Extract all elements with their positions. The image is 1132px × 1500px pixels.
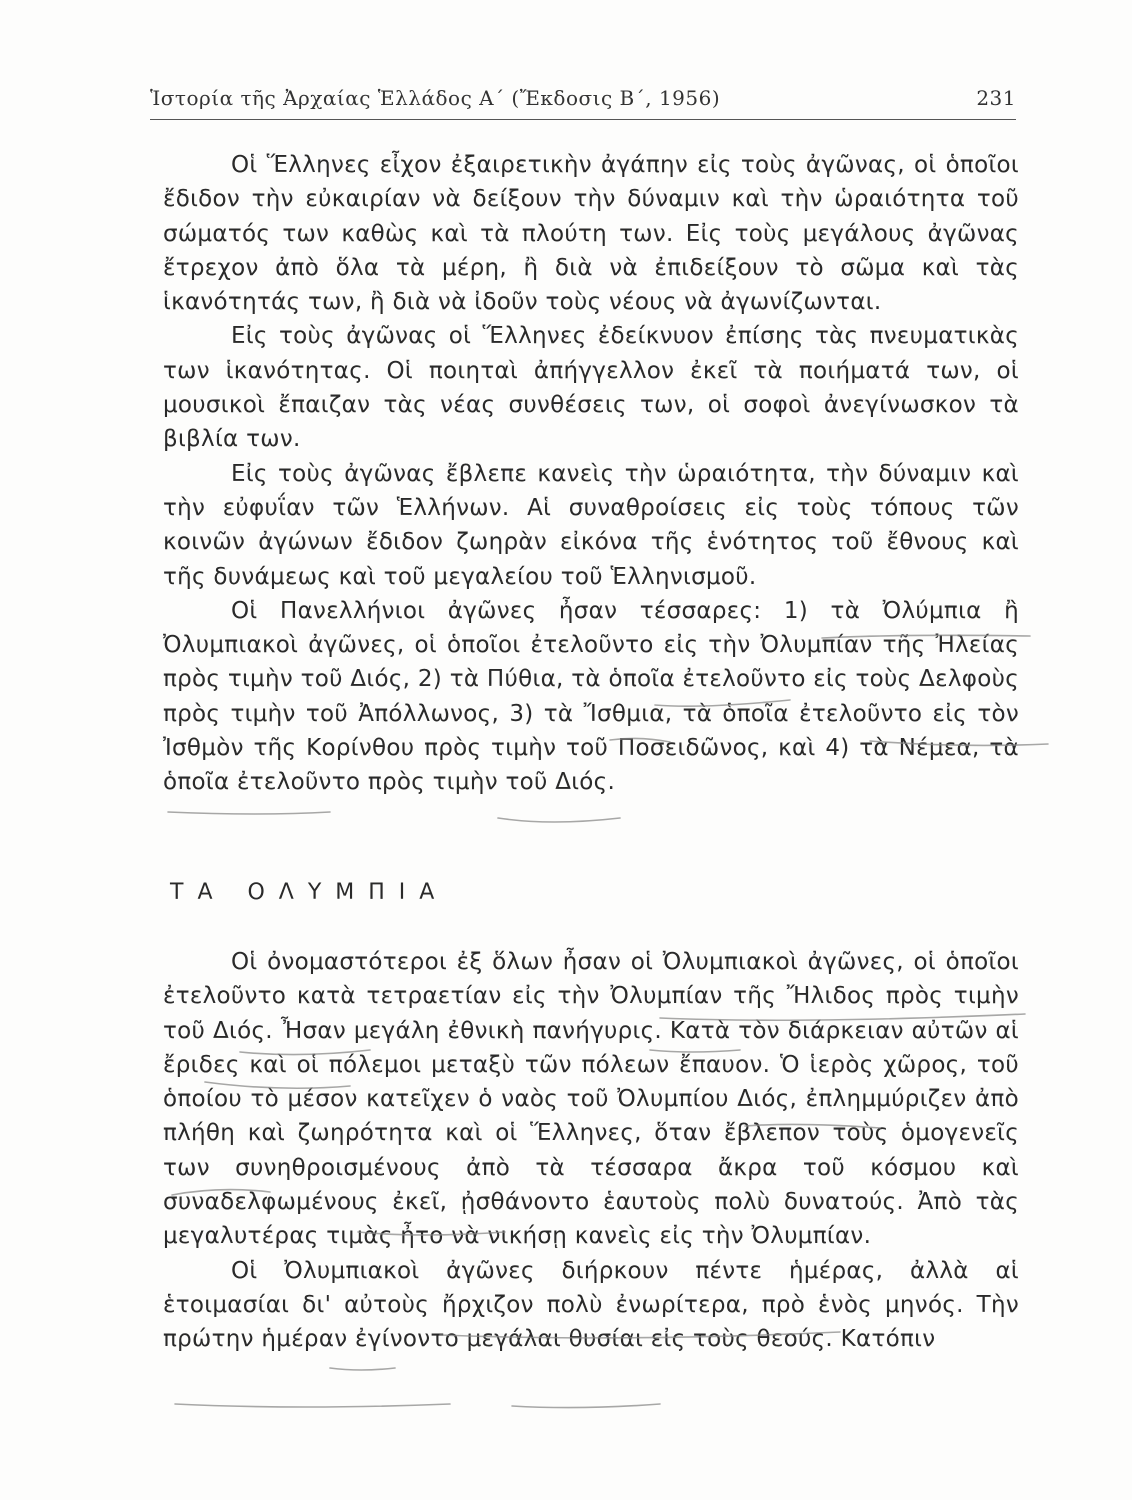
- pencil-mark: [512, 1404, 660, 1408]
- paragraph: Εἰς τοὺς ἀγῶνας οἱ Ἕλληνες ἐδείκνυον ἐπίσης τὰς πνευματικὰς των ἱκανότητας. Οἱ ποιηταὶ ἀπήγγελλον ἐκεῖ τὰ ποιήματά των, οἱ μουσικοὶ ἔπαιζαν τὰς νέας συνθέσεις των, οἱ σοφοὶ ἀνεγίνωσκον τὰ βιβλία των.: [163, 323, 1019, 453]
- text-block-olympia: [163, 945, 1019, 1357]
- pencil-mark: [498, 818, 620, 822]
- pencil-mark: [330, 1368, 395, 1370]
- pencil-mark: [175, 1404, 450, 1407]
- paragraph: Οἱ Ἕλληνες εἶχον ἐξαιρετικὴν ἀγάπην εἰς τοὺς ἀγῶνας, οἱ ὁποῖοι ἔδιδον τὴν εὐκαιρίαν νὰ δείξουν τὴν δύναμιν καὶ τὴν ὡραιότητα τοῦ σώματός των καθὼς καὶ τὰ πλούτη των. Εἰς τοὺς μεγάλους ἀγῶνας ἔτρεχον ἀπὸ ὅλα τὰ μέρη, ἢ διὰ νὰ ἐπιδείξουν τὸ σῶμα καὶ τὰς ἱκανότητάς των, ἢ διὰ νὰ ἰδοῦν τοὺς νέους νὰ ἀγωνίζωνται.: [163, 152, 1019, 316]
- paragraph: Οἱ Ὀλυμπιακοὶ ἀγῶνες διήρκουν πέντε ἡμέρας, ἀλλὰ αἱ ἑτοιμασίαι δι' αὐτοὺς ἤρχιζον πολὺ ἐνωρίτερα, πρὸ ἑνὸς μηνός. Τὴν πρώτην ἡμέραν ἐγίνοντο μεγάλαι θυσίαι εἰς τοὺς θεούς. Κατόπιν: [163, 1257, 1019, 1353]
- text-block-intro: [163, 148, 1019, 800]
- header-title: Ἱστορία τῆς Ἀρχαίας Ἑλλάδος Α΄ (Ἔκδοσις Β΄, 1956): [150, 86, 721, 110]
- header-rule: [150, 119, 1016, 120]
- paragraph: Εἰς τοὺς ἀγῶνας ἔβλεπε κανεὶς τὴν ὡραιότητα, τὴν δύναμιν καὶ τὴν εὐφυΐαν τῶν Ἑλλήνων. Αἱ συναθροίσεις εἰς τοὺς τόπους τῶν κοινῶν ἀγώνων ἔδιδον ζωηρὰν εἰκόνα τῆς ἑνότητος τοῦ ἔθνους καὶ τῆς δυνάμεως καὶ τοῦ μεγαλείου τοῦ Ἑλληνισμοῦ.: [163, 460, 1019, 590]
- section-heading: ΤΑ ΟΛΥΜΠΙΑ: [170, 880, 449, 905]
- pencil-mark: [168, 812, 330, 814]
- paragraph: Οἱ ὀνομαστότεροι ἐξ ὅλων ἦσαν οἱ Ὀλυμπιακοὶ ἀγῶνες, οἱ ὁποῖοι ἐτελοῦντο κατὰ τετραετίαν εἰς τὴν Ὀλυμπίαν τῆς Ἤλιδος πρὸς τιμὴν τοῦ Διός. Ἦσαν μεγάλη ἐθνικὴ πανήγυρις. Κατὰ τὸν διάρκειαν αὐτῶν αἱ ἔριδες καὶ οἱ πόλεμοι μεταξὺ τῶν πόλεων ἔπαυον. Ὁ ἱερὸς χῶρος, τοῦ ὁποίου τὸ μέσον κατεῖχεν ὁ ναὸς τοῦ Ὀλυμπίου Διός, ἐπλημμύριζεν ἀπὸ πλήθη καὶ ζωηρότητα καὶ οἱ Ἕλληνες, ὅταν ἔβλεπον τοὺς ὁμογενεῖς των συνηθροισμένους ἀπὸ τὰ τέσσαρα ἄκρα τοῦ κόσμου καὶ συναδελφωμένους ἐκεῖ, ᾐσθάνοντο ἑαυτοὺς πολὺ δυνατούς. Ἀπὸ τὰς μεγαλυτέρας τιμὰς ἦτο νὰ νικήσῃ κανεὶς εἰς τὴν Ὀλυμπίαν.: [163, 949, 1019, 1250]
- page-number: 231: [976, 86, 1016, 110]
- running-header: [150, 80, 1016, 120]
- paragraph: Οἱ Πανελλήνιοι ἀγῶνες ἦσαν τέσσαρες: 1) τὰ Ὀλύμπια ἢ Ὀλυμπιακοὶ ἀγῶνες, οἱ ὁποῖοι ἐτελοῦντο εἰς τὴν Ὀλυμπίαν τῆς Ἠλείας πρὸς τιμὴν τοῦ Διός, 2) τὰ Πύθια, τὰ ὁποῖα ἐτελοῦντο εἰς τοὺς Δελφοὺς πρὸς τιμὴν τοῦ Ἀπόλλωνος, 3) τὰ Ἴσθμια, τὰ ὁποῖα ἐτελοῦντο εἰς τὸν Ἰσθμὸν τῆς Κορίνθου πρὸς τιμὴν τοῦ Ποσειδῶνος, καὶ 4) τὰ Νέμεα, τὰ ὁποῖα ἐτελοῦντο πρὸς τιμὴν τοῦ Διός.: [163, 597, 1019, 796]
